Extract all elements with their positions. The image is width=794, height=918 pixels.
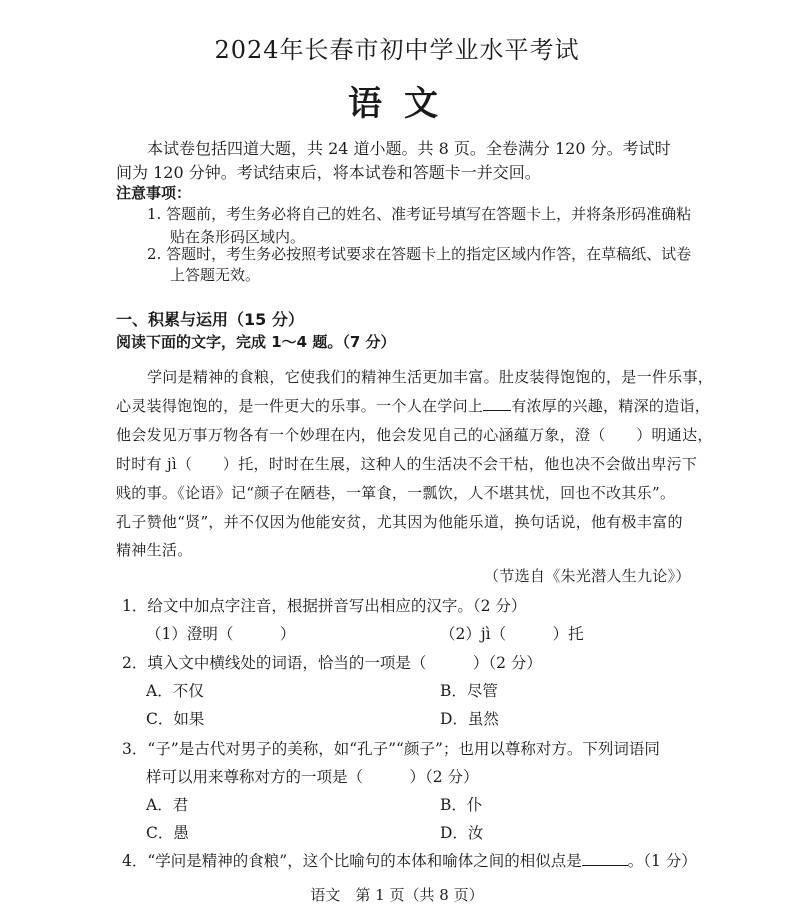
notice-item-2-cont: 上答题无效。 bbox=[170, 266, 261, 284]
page-footer: 语文 第 1 页（共 8 页） bbox=[310, 886, 484, 904]
passage-line-3: 他会发见万事万物各有一个妙理在内，他会发见自己的心涵蕴万象，澄（ ）明通达， bbox=[116, 426, 713, 444]
exam-title: 2024年长春市初中学业水平考试 bbox=[214, 36, 580, 64]
intro-line-1: 本试卷包括四道大题，共 24 道小题。共 8 页。全卷满分 120 分。考试时 bbox=[147, 139, 671, 158]
passage-line-6: 孔子赞他“贤”，并不仅因为他能安贫，尤其因为他能乐道，换句话说，他有极丰富的 bbox=[116, 513, 683, 531]
question-4-score: 。（1 分） bbox=[627, 852, 697, 870]
subject-title: 语文 bbox=[348, 84, 460, 124]
question-4-text: 4．“学问是精神的食粮”，这个比喻句的本体和喻体之间的相似点是 bbox=[122, 852, 582, 870]
passage-line-2 bbox=[116, 395, 710, 416]
question-2: 2．填入文中横线处的词语，恰当的一项是（ ）（2 分） bbox=[122, 654, 542, 672]
question-2-option-d: D．虽然 bbox=[440, 710, 499, 728]
notice-item-1: 1. 答题前，考生务必将自己的姓名、准考证号填写在答题卡上，并将条形码准确粘 bbox=[147, 205, 692, 223]
passage-line-2-part-b: 有浓厚的兴趣，精深的造诣， bbox=[511, 397, 711, 415]
question-2-option-c: C．如果 bbox=[146, 710, 205, 728]
question-3-cont: 样可以用来尊称对方的一项是（ ）（2 分） bbox=[146, 768, 479, 786]
answer-blank bbox=[582, 851, 628, 866]
notice-heading: 注意事项： bbox=[116, 184, 192, 202]
passage-line-4: 时时有 jì（ ）托，时时在生展，这种人的生活决不会干枯，他也决不会做出卑污下 bbox=[116, 455, 698, 473]
question-3-option-b: B．仆 bbox=[440, 796, 483, 814]
passage-line-7: 精神生活。 bbox=[116, 541, 193, 559]
passage-line-5: 贱的事。《论语》记“颜子在陋巷，一箪食，一瓢饮，人不堪其忧，回也不改其乐”。 bbox=[116, 484, 676, 502]
passage-line-1: 学问是精神的食粮，它使我们的精神生活更加丰富。肚皮装得饱饱的，是一件乐事， bbox=[147, 368, 714, 386]
question-1-part-2: （2）jì（ ）托 bbox=[440, 625, 584, 643]
question-3-option-a: A．君 bbox=[146, 796, 189, 814]
intro-line-2: 间为 120 分钟。考试结束后，将本试卷和答题卡一并交回。 bbox=[116, 163, 541, 182]
question-4 bbox=[122, 849, 697, 871]
notice-item-2: 2. 答题时，考生务必按照考试要求在答题卡上的指定区域内作答，在草稿纸、试卷 bbox=[147, 245, 692, 263]
question-3: 3．“子”是古代对男子的美称，如“孔子”“颜子”；也用以尊称对方。下列词语同 bbox=[122, 740, 660, 758]
question-3-option-c: C．愚 bbox=[146, 824, 189, 842]
passage-source: （节选自《朱光潜人生九论》） bbox=[484, 567, 691, 585]
question-3-option-d: D．汝 bbox=[440, 824, 484, 842]
question-2-option-a: A．不仅 bbox=[146, 682, 204, 700]
passage-line-2-part-a: 心灵装得饱饱的，是一件更大的乐事。一个人在学问上 bbox=[116, 397, 484, 415]
notice-item-1-cont: 贴在条形码区域内。 bbox=[170, 228, 306, 246]
section-instruction: 阅读下面的文字，完成 1～4 题。（7 分） bbox=[116, 333, 396, 351]
section-heading: 一、积累与运用（15 分） bbox=[116, 310, 304, 329]
question-1-part-1: （1）澄明（ ） bbox=[146, 625, 296, 643]
passage-blank bbox=[483, 396, 511, 411]
question-2-option-b: B．尽管 bbox=[440, 682, 498, 700]
question-1: 1．给文中加点字注音，根据拼音写出相应的汉字。（2 分） bbox=[122, 597, 527, 615]
